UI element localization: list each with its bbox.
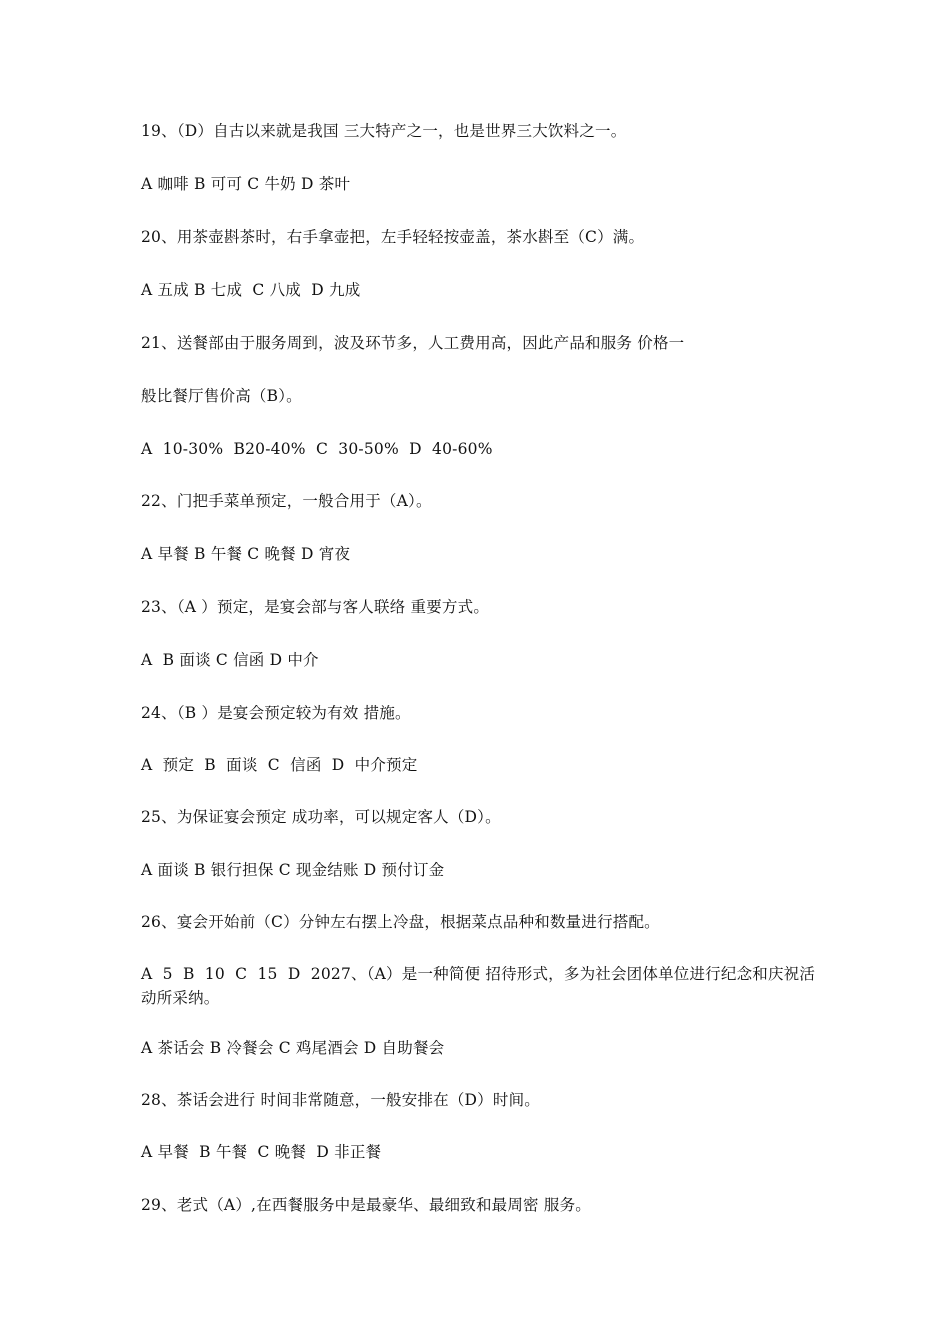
options-20: A 五成 B 七成 C 八成 D 九成	[141, 281, 361, 299]
options-19: A 咖啡 B 可可 C 牛奶 D 茶叶	[141, 175, 351, 193]
options-28: A 早餐 B 午餐 C 晚餐 D 非正餐	[141, 1143, 382, 1161]
question-26: 26、宴会开始前（C）分钟左右摆上冷盘，根据菜点品种和数量进行搭配。	[141, 913, 660, 931]
options-27: A 茶话会 B 冷餐会 C 鸡尾酒会 D 自助餐会	[141, 1039, 445, 1057]
question-20: 20、用茶壶斟茶时，右手拿壶把，左手轻轻按壶盖，茶水斟至（C）满。	[141, 228, 645, 246]
question-24: 24、（B ）是宴会预定较为有效 措施。	[141, 704, 411, 722]
question-22: 22、门把手菜单预定，一般合用于（A）。	[141, 492, 432, 510]
options-23: A B 面谈 C 信函 D 中介	[141, 651, 319, 669]
options-26-question-27: A 5 B 10 C 15 D 2027、（A）是一种简便 招待形式，多为社会团体单位进行纪念和庆祝活动所采纳。	[141, 965, 816, 1007]
question-23: 23、（A ）预定，是宴会部与客人联络 重要方式。	[141, 598, 490, 616]
question-29: 29、老式（A）,在西餐服务中是最豪华、最细致和最周密 服务。	[141, 1196, 591, 1214]
question-28: 28、茶话会进行 时间非常随意，一般安排在（D）时间。	[141, 1091, 540, 1109]
options-24: A 预定 B 面谈 C 信函 D 中介预定	[141, 756, 418, 774]
question-25: 25、为保证宴会预定 成功率，可以规定客人（D）。	[141, 808, 501, 826]
options-22: A 早餐 B 午餐 C 晚餐 D 宵夜	[141, 545, 351, 563]
question-19: 19、（D）自古以来就是我国 三大特产之一，也是世界三大饮料之一。	[141, 122, 627, 140]
question-21-line-2: 般比餐厅售价高（B）。	[141, 387, 302, 405]
options-25: A 面谈 B 银行担保 C 现金结账 D 预付订金	[141, 861, 445, 879]
question-21-line-1: 21、送餐部由于服务周到，波及环节多，人工费用高，因此产品和服务 价格一	[141, 334, 685, 352]
options-21: A 10-30% B20-40% C 30-50% D 40-60%	[141, 440, 493, 458]
